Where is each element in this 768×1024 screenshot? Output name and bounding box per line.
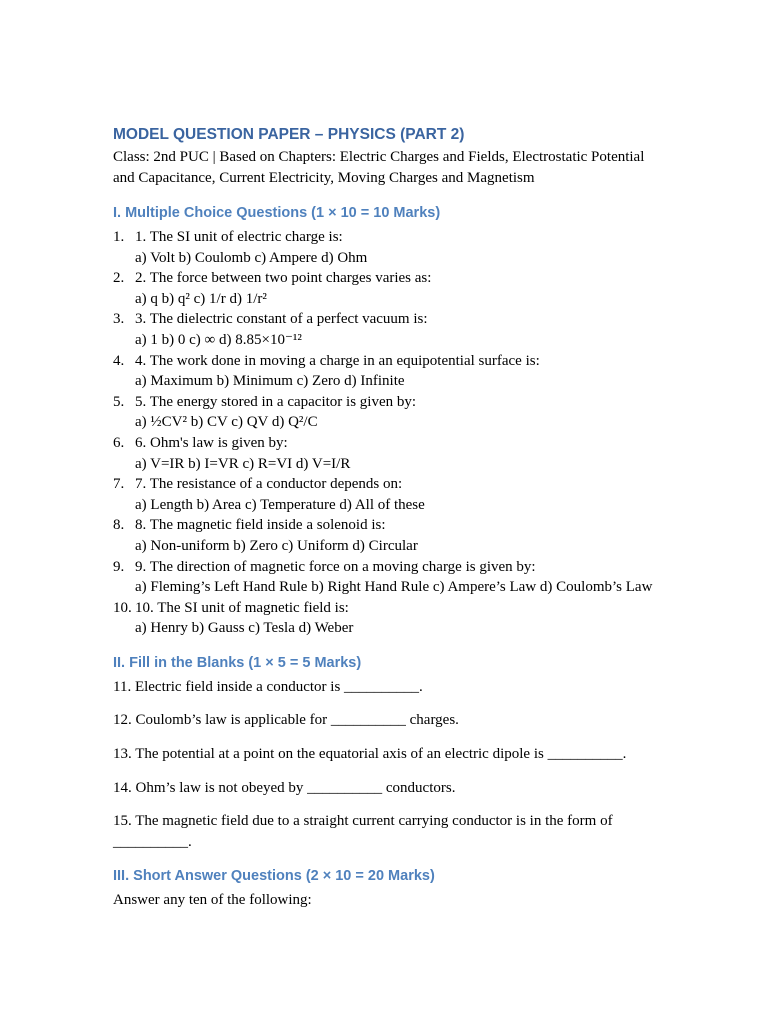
mcq-body — [135, 474, 658, 515]
fill-blank-item: 15. The magnetic field due to a straight current carrying conductor is in the form of __________. — [113, 813, 613, 850]
fill-blank-item: 12. Coulomb’s law is applicable for __________ charges. — [113, 712, 459, 729]
mcq-options: a) Length b) Area c) Temperature d) All of these — [135, 496, 425, 513]
mcq-item — [113, 515, 658, 556]
mcq-number: 7. — [113, 476, 125, 493]
short-answer-instruction: Answer any ten of the following: — [113, 892, 312, 909]
mcq-options: a) Henry b) Gauss c) Tesla d) Weber — [135, 620, 354, 637]
mcq-question: 1. The SI unit of electric charge is: — [135, 229, 343, 245]
mcq-item — [113, 309, 658, 350]
mcq-body — [135, 309, 658, 350]
mcq-item — [113, 433, 658, 474]
mcq-options: a) ½CV² b) CV c) QV d) Q²/C — [135, 414, 318, 431]
mcq-body — [135, 351, 658, 392]
section-heading-fill-blanks: II. Fill in the Blanks (1 × 5 = 5 Marks) — [113, 654, 362, 671]
mcq-body — [135, 227, 658, 268]
mcq-question: 4. The work done in moving a charge in an equipotential surface is: — [135, 352, 540, 369]
fill-blank-item: 14. Ohm’s law is not obeyed by __________ conductors. — [113, 779, 456, 796]
fill-blank-item: 13. The potential at a point on the equatorial axis of an electric dipole is __________. — [113, 746, 627, 763]
mcq-body — [135, 515, 658, 556]
mcq-options: a) Non-uniform b) Zero c) Uniform d) Circular — [135, 537, 418, 554]
mcq-question: 9. The direction of magnetic force on a moving charge is given by: — [135, 558, 536, 575]
mcq-options: a) 1 b) 0 c) ∞ d) 8.85×10⁻¹² — [135, 331, 302, 348]
mcq-number: 9. — [113, 558, 125, 575]
mcq-options: a) q b) q² c) 1/r d) 1/r² — [135, 290, 267, 307]
mcq-number: 10. — [113, 599, 132, 616]
mcq-question: 6. Ohm's law is given by: — [135, 434, 288, 451]
mcq-body — [135, 268, 658, 309]
fill-blanks-list — [113, 677, 658, 853]
mcq-question: 8. The magnetic field inside a solenoid is: — [135, 517, 386, 534]
mcq-options: a) Volt b) Coulomb c) Ampere d) Ohm — [135, 249, 368, 266]
mcq-options: a) V=IR b) I=VR c) R=VI d) V=I/R — [135, 455, 351, 472]
mcq-item — [113, 351, 658, 392]
mcq-body — [135, 557, 658, 598]
paper-intro: Class: 2nd PUC | Based on Chapters: Electric Charges and Fields, Electrostatic Potential and Capacitance, Current Electricity, Moving Charges and Magnetism — [113, 149, 645, 186]
fill-blank-item: 11. Electric field inside a conductor is __________. — [113, 678, 423, 695]
section-heading-mcq: I. Multiple Choice Questions (1 × 10 = 10 Marks) — [113, 205, 441, 221]
mcq-number: 1. — [113, 229, 125, 245]
mcq-item — [113, 227, 658, 268]
mcq-number: 8. — [113, 517, 125, 534]
mcq-options: a) Maximum b) Minimum c) Zero d) Infinite — [135, 373, 405, 390]
mcq-body — [135, 433, 658, 474]
mcq-item — [113, 557, 658, 598]
mcq-question: 2. The force between two point charges varies as: — [135, 270, 432, 287]
mcq-number: 5. — [113, 393, 125, 410]
mcq-number: 6. — [113, 434, 125, 451]
mcq-list — [113, 227, 658, 639]
mcq-question: 7. The resistance of a conductor depends on: — [135, 476, 403, 493]
mcq-item — [113, 598, 658, 639]
mcq-options: a) Fleming’s Left Hand Rule b) Right Hand Rule c) Ampere’s Law d) Coulomb’s Law — [135, 579, 653, 596]
mcq-body — [135, 392, 658, 433]
mcq-item — [113, 268, 658, 309]
mcq-question: 3. The dielectric constant of a perfect vacuum is: — [135, 311, 428, 328]
mcq-number: 4. — [113, 352, 125, 369]
mcq-question: 10. The SI unit of magnetic field is: — [135, 599, 349, 616]
mcq-item — [113, 474, 658, 515]
mcq-item — [113, 392, 658, 433]
mcq-question: 5. The energy stored in a capacitor is given by: — [135, 393, 417, 410]
mcq-number: 2. — [113, 270, 125, 287]
section-heading-short-answer: III. Short Answer Questions (2 × 10 = 20 Marks) — [113, 868, 435, 885]
document-content — [113, 125, 658, 911]
paper-title: MODEL QUESTION PAPER – PHYSICS (PART 2) — [113, 126, 465, 143]
mcq-number: 3. — [113, 311, 125, 328]
mcq-body — [135, 598, 658, 639]
